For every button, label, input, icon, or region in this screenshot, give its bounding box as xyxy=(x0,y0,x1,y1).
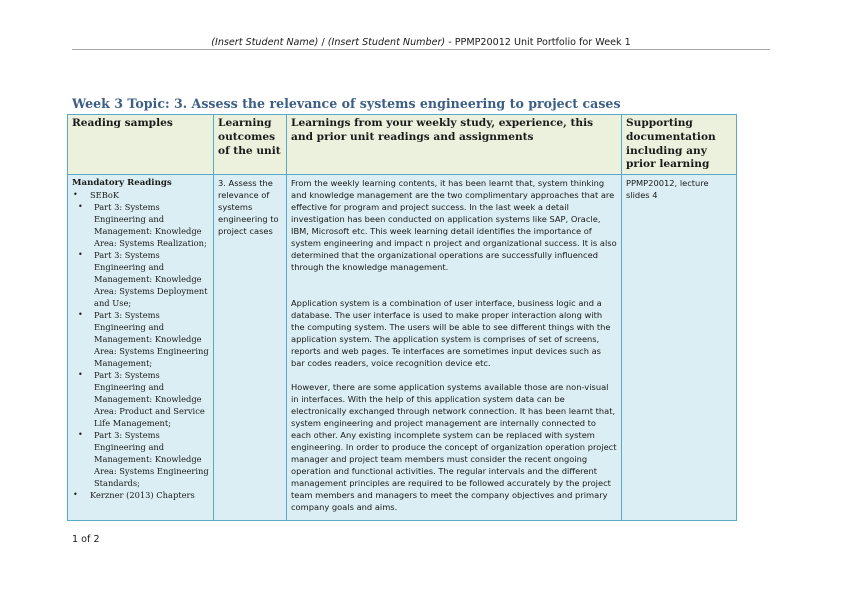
header-learning-outcomes: Learning outcomes of the unit xyxy=(214,115,287,175)
header-rule xyxy=(72,49,770,50)
list-item: • Part 3: Systems Engineering and Management: Knowledge Area: Systems Engineering Management; xyxy=(78,310,209,369)
mandatory-readings-title: Mandatory Readings xyxy=(72,178,172,189)
learnings-cell xyxy=(287,175,622,521)
learnings-paragraph-2: Application system is a combination of user interface, business logic and a database. The user interface is used to make proper interaction along with the computing system. The users will be able to see different things with the application system. The application system is comprises of set of screens, reports and web pages. Te interfaces are sometimes input devices such as bar codes readers, voice recognition device etc. xyxy=(291,298,611,369)
portfolio-table xyxy=(67,114,737,521)
list-item: • SEBoK xyxy=(73,190,120,201)
list-item: • Kerzner (2013) Chapters xyxy=(73,490,195,501)
readings-list xyxy=(72,189,209,501)
learnings-paragraph-1: From the weekly learning contents, it has been learnt that, system thinking and knowledge management are the two complimentary approaches that are effective for program and project success. In the last week a detail investigation has been conducted on application systems like SAP, Oracle, IBM, Microsoft etc. This week learning detail identifies the importance of system engineering and impact n project and organizational success. It is also determined that the organizational operations are successfully influenced through the knowledge management. xyxy=(291,178,617,273)
header-supporting-documentation: Supporting documentation including any prior learning xyxy=(622,115,737,175)
list-item: • Part 3: Systems Engineering and Management: Knowledge Area: Systems Engineering Standards; xyxy=(78,430,209,489)
page-header xyxy=(72,37,770,48)
learning-outcome-cell: 3. Assess the relevance of systems engineering to project cases xyxy=(214,175,287,521)
bullet-icon: • xyxy=(73,190,78,200)
reading-samples-cell xyxy=(68,175,214,521)
header-reading-samples: Reading samples xyxy=(68,115,214,175)
bullet-icon: • xyxy=(78,250,83,260)
table-header-row xyxy=(68,115,737,175)
bullet-icon: • xyxy=(78,202,83,212)
week-topic-heading: Week 3 Topic: 3. Assess the relevance of systems engineering to project cases xyxy=(72,96,621,111)
list-item: • Part 3: Systems Engineering and Management: Knowledge Area: Systems Deployment and Use; xyxy=(78,250,208,309)
header-learnings: Learnings from your weekly study, experience, this and prior unit readings and assignments xyxy=(287,115,622,175)
header-separator: / xyxy=(318,37,328,48)
student-name-placeholder: (Insert Student Name) xyxy=(211,37,319,48)
bullet-icon: • xyxy=(78,310,83,320)
student-number-placeholder: (Insert Student Number) xyxy=(327,37,446,48)
supporting-documentation-cell: PPMP20012, lecture slides 4 xyxy=(622,175,737,521)
bullet-icon: • xyxy=(78,370,83,380)
learnings-paragraph-3: However, there are some application systems available those are non-visual in interfaces. With the help of this application system data can be electronically exchanged through network connection. It has been learnt that, system engineering and project management are internally connected to each other. Any existing incomplete system can be replaced with system engineering. In order to produce the concept of organization operation project manager and project team members must consider the recent ongoing operation and functional activities. The regular intervals and the different management principles are required to be followed accurately by the project team members and managers to meet the company objectives and primary company goals and aims. xyxy=(291,382,617,513)
header-unit-title: - PPMP20012 Unit Portfolio for Week 1 xyxy=(445,37,631,48)
list-item: • Part 3: Systems Engineering and Management: Knowledge Area: Product and Service Life Management; xyxy=(78,370,205,429)
bullet-icon: • xyxy=(73,490,78,500)
table-row xyxy=(68,175,737,521)
page-number: 1 of 2 xyxy=(72,534,100,545)
list-item: • Part 3: Systems Engineering and Management: Knowledge Area: Systems Realization; xyxy=(78,202,207,249)
bullet-icon: • xyxy=(78,430,83,440)
